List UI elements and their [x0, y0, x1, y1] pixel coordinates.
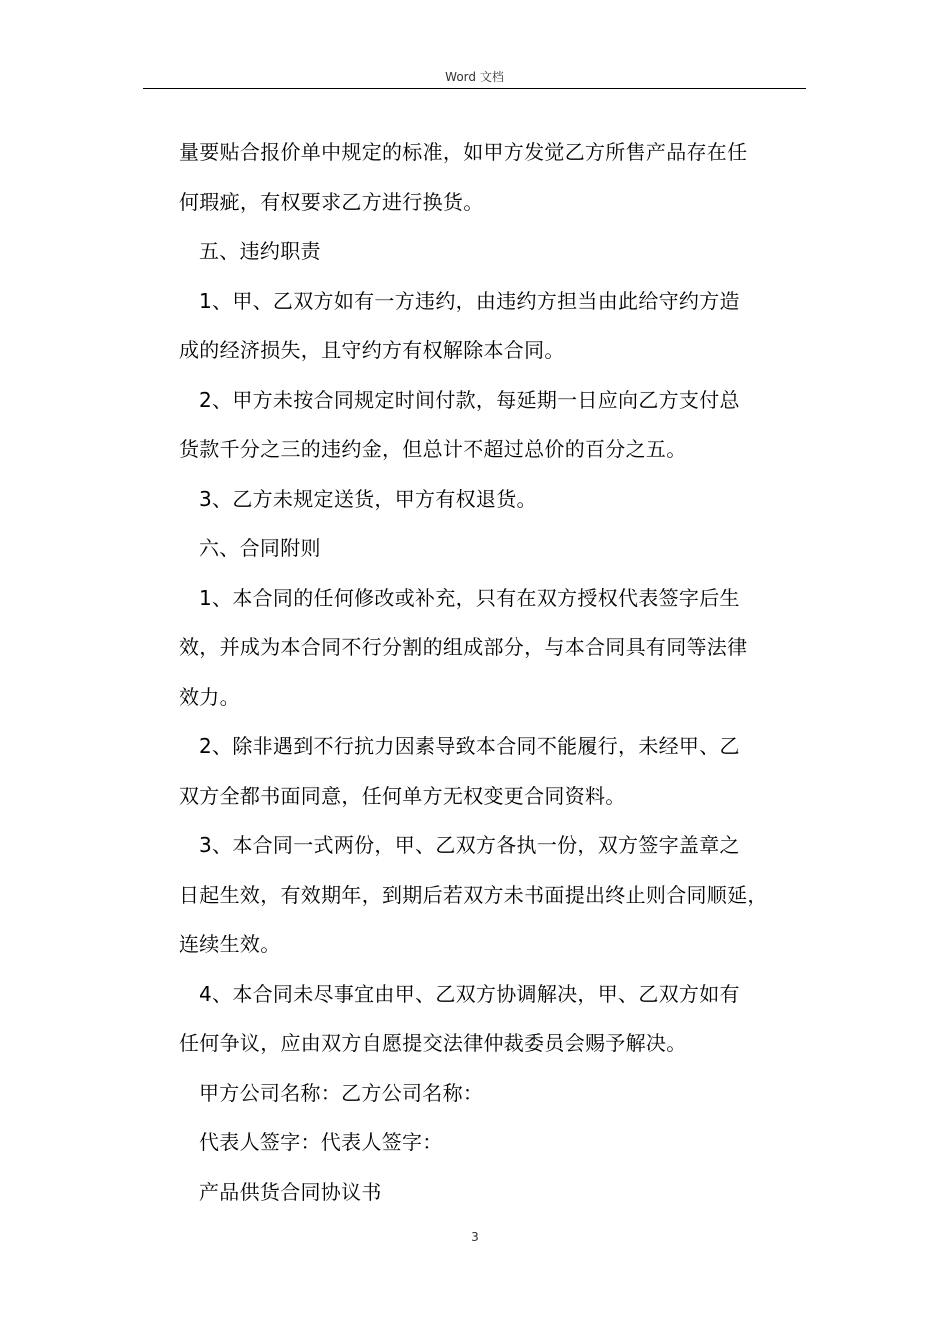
- signature-line-representative: 代表人签字：代表人签字：: [199, 1130, 443, 1154]
- text-line: 成的经济损失，且守约方有权解除本合同。: [179, 338, 565, 362]
- text-line: 3、本合同一式两份，甲、乙双方各执一份，双方签字盖章之: [199, 833, 740, 857]
- text-line: 任何争议，应由双方自愿提交法律仲裁委员会赐予解决。: [179, 1031, 687, 1055]
- text-line: 2、除非遇到不行抗力因素导致本合同不能履行，未经甲、乙: [199, 734, 740, 758]
- text-line: 连续生效。: [179, 932, 281, 956]
- section-heading: 五、违约职责: [199, 239, 321, 263]
- text-line: 双方全都书面同意，任何单方无权变更合同资料。: [179, 783, 626, 808]
- page-header: [143, 66, 806, 89]
- text-line: 3、乙方未规定送货，甲方有权退货。: [199, 486, 537, 511]
- text-line: 效力。: [179, 684, 240, 709]
- text-line: 4、本合同未尽事宜由甲、乙双方协调解决，甲、乙双方如有: [199, 981, 740, 1006]
- text-line: 效，并成为本合同不行分割的组成部分，与本合同具有同等法律: [179, 635, 748, 659]
- text-line: 1、甲、乙双方如有一方违约，由违约方担当由此给守约方造: [199, 288, 740, 313]
- text-line: 日起生效，有效期年，到期后若双方未书面提出终止则合同顺延，: [179, 882, 768, 907]
- text-line: 量要贴合报价单中规定的标准，如甲方发觉乙方所售产品存在任: [179, 140, 748, 164]
- section-heading: 六、合同附则: [199, 536, 321, 560]
- page-number: 3: [471, 1230, 479, 1244]
- page-footer: [0, 1230, 950, 1244]
- text-line: 1、本合同的任何修改或补充，只有在双方授权代表签字后生: [199, 585, 740, 610]
- document-body: [179, 128, 819, 1217]
- text-line: 货款千分之三的违约金，但总计不超过总价的百分之五。: [179, 437, 687, 461]
- header-text: Word 文档: [445, 70, 504, 84]
- document-title-line: 产品供货合同协议书: [199, 1179, 382, 1204]
- text-line: 2、甲方未按合同规定时间付款，每延期一日应向乙方支付总: [199, 387, 740, 412]
- signature-line-company: 甲方公司名称：乙方公司名称：: [199, 1080, 484, 1105]
- text-line: 何瑕疵，有权要求乙方进行换货。: [179, 189, 484, 214]
